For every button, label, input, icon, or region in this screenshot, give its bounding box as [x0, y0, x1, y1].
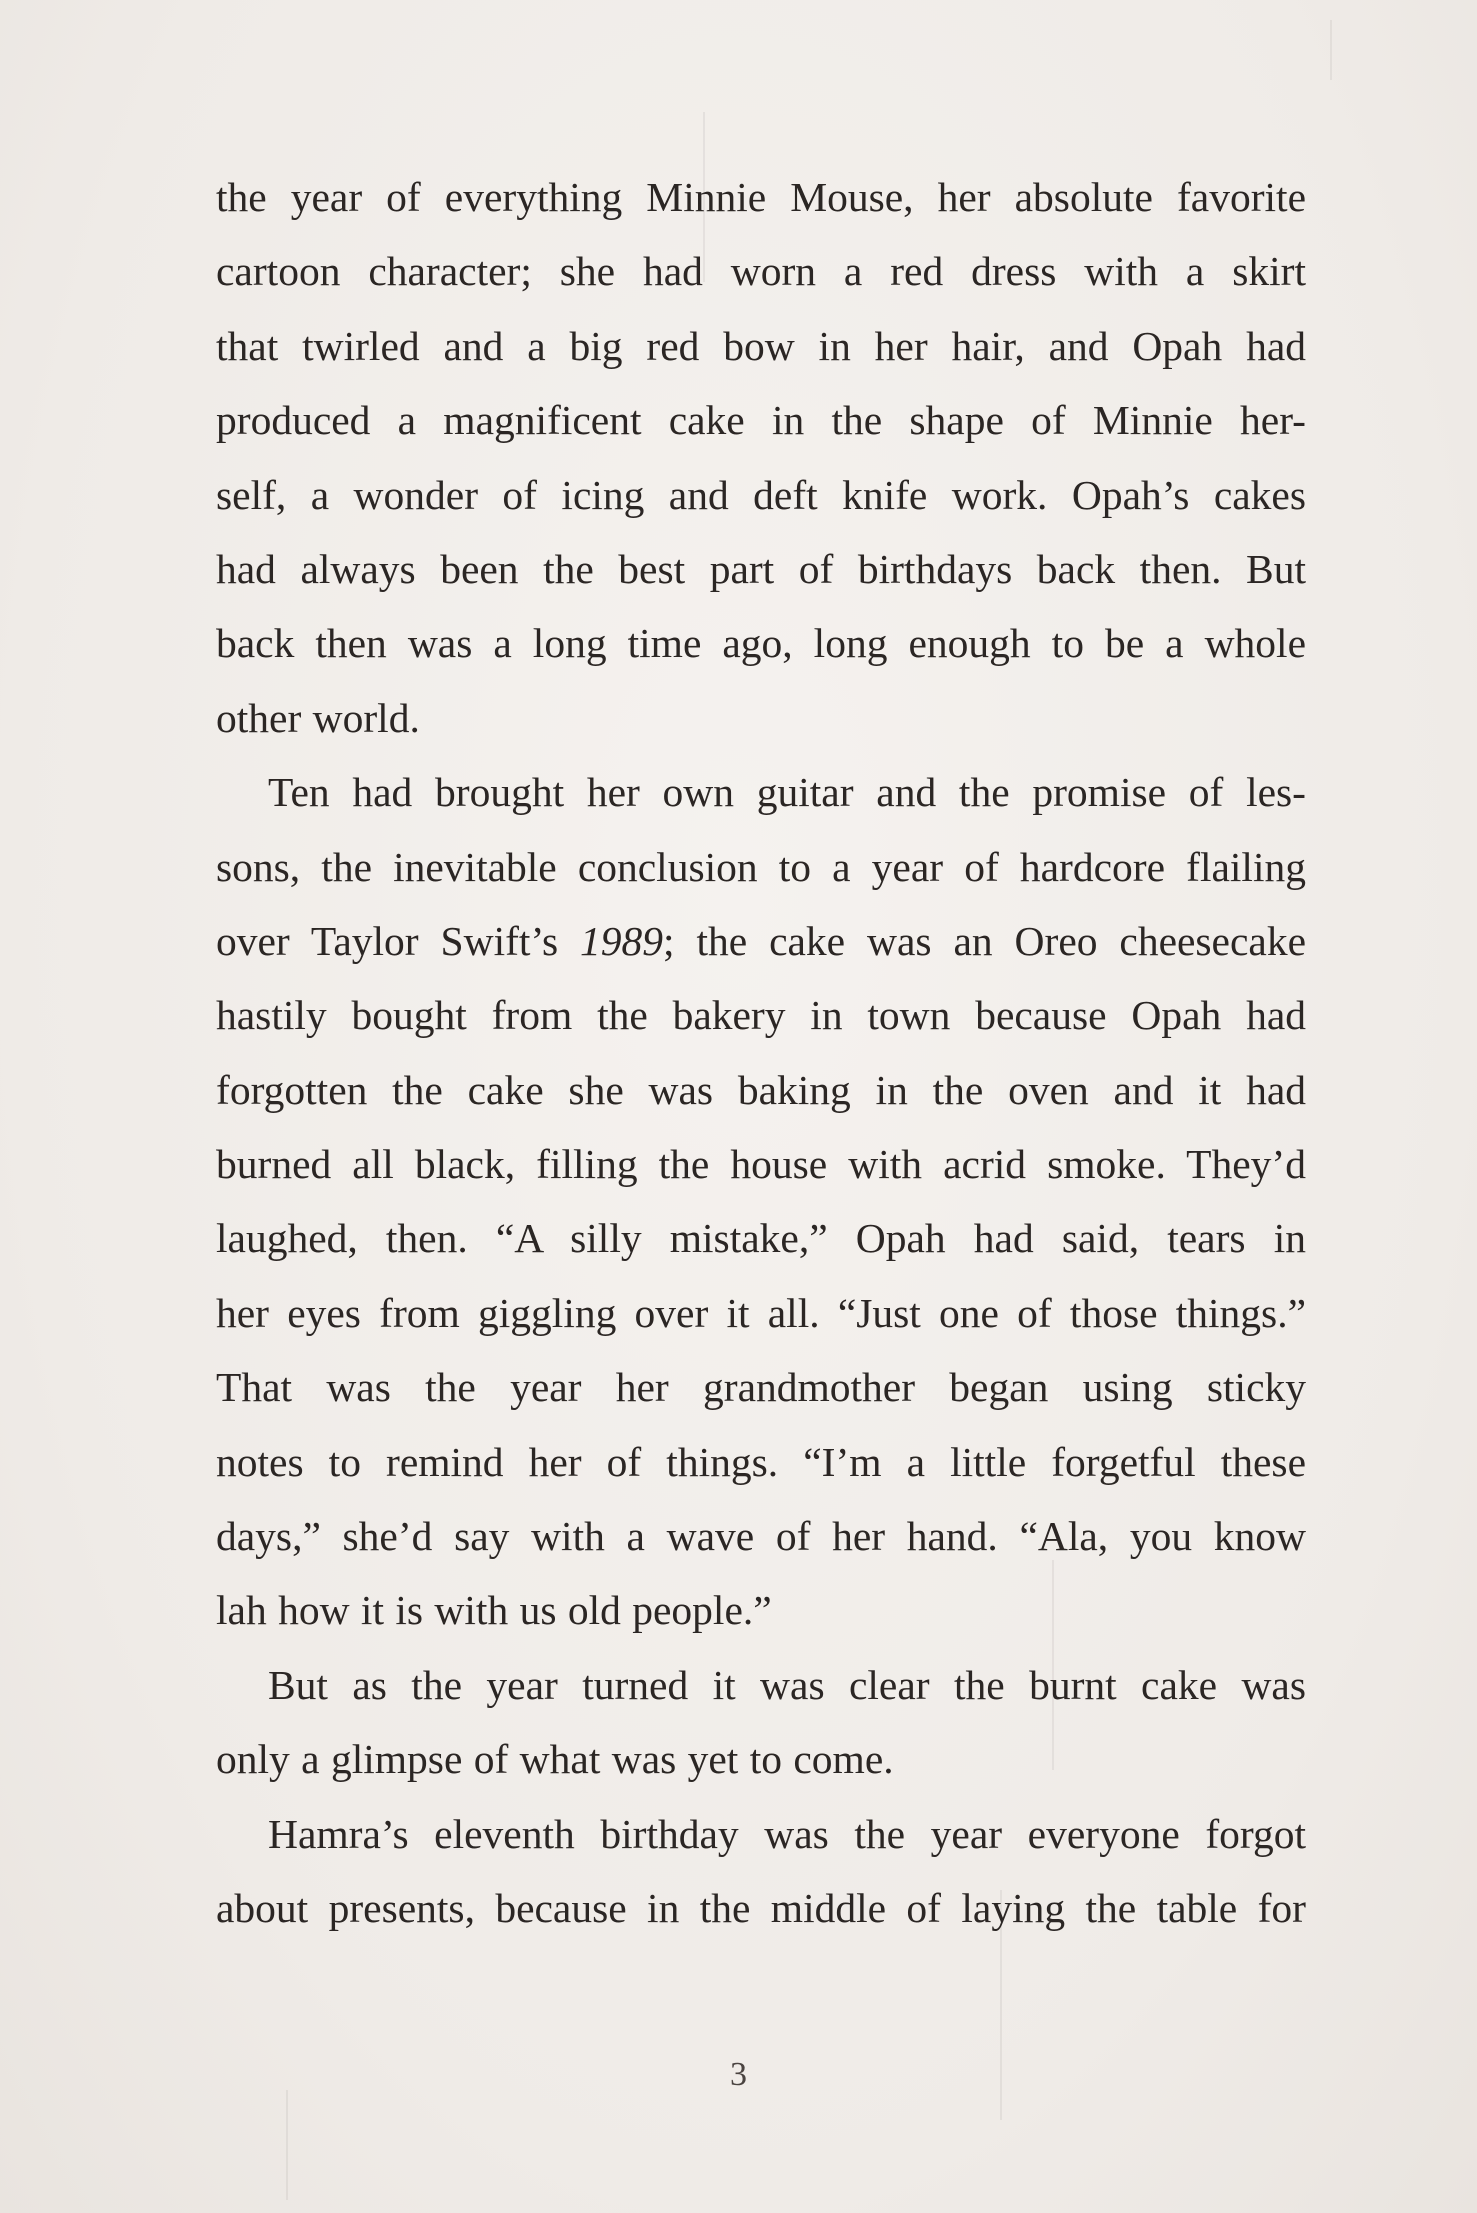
paragraph-2	[216, 755, 1306, 1648]
scan-mark	[1330, 20, 1332, 80]
text-line: produced a magnificent cake in the shape of Minnie her-	[216, 397, 1306, 444]
text-run: over Taylor Swift’s	[216, 917, 581, 964]
scan-mark	[286, 2090, 288, 2200]
text-line: lah how it is with us old people.”	[216, 1587, 772, 1634]
text-line: had always been the best part of birthdays back then. But	[216, 545, 1306, 592]
text-line: cartoon character; she had worn a red dress with a skirt	[216, 248, 1306, 295]
text-line: hastily bought from the bakery in town because Opah had	[216, 992, 1306, 1039]
text-line: about presents, because in the middle of laying the table for	[216, 1884, 1306, 1931]
body-text	[216, 160, 1306, 1945]
paragraph-1	[216, 160, 1306, 755]
text-line: days,” she’d say with a wave of her hand. “Ala, you know	[216, 1513, 1306, 1560]
text-line: laughed, then. “A silly mistake,” Opah had said, tears in	[216, 1215, 1306, 1262]
album-title-italic: 1989	[580, 917, 664, 964]
text-line: notes to remind her of things. “I’m a little forgetful these	[216, 1438, 1306, 1485]
text-line: back then was a long time ago, long enough to be a whole	[216, 620, 1306, 667]
text-line: the year of everything Minnie Mouse, her absolute favorite	[216, 174, 1306, 220]
text-line: other world.	[216, 694, 420, 741]
text-line: sons, the inevitable conclusion to a year of hardcore flailing	[216, 843, 1306, 890]
text-line: forgotten the cake she was baking in the oven and it had	[216, 1066, 1306, 1113]
text-line: That was the year her grandmother began using sticky	[216, 1364, 1306, 1411]
text-line: Ten had brought her own guitar and the promise of les-	[268, 769, 1306, 816]
text-line: only a glimpse of what was yet to come.	[216, 1736, 894, 1783]
text-run: ; the cake was an Oreo cheesecake	[663, 917, 1306, 964]
text-line: that twirled and a big red bow in her hair, and Opah had	[216, 322, 1306, 369]
text-line: But as the year turned it was clear the burnt cake was	[268, 1661, 1306, 1708]
text-line: self, a wonder of icing and deft knife work. Opah’s cakes	[216, 471, 1306, 518]
page-number: 3	[730, 2056, 747, 2093]
paragraph-4	[216, 1797, 1306, 1946]
text-line-with-italic	[216, 904, 1306, 978]
text-line: burned all black, filling the house with acrid smoke. They’d	[216, 1141, 1306, 1188]
text-line: Hamra’s eleventh birthday was the year everyone forgot	[268, 1810, 1306, 1857]
paragraph-3	[216, 1648, 1306, 1797]
text-line: her eyes from giggling over it all. “Just one of those things.”	[216, 1289, 1306, 1336]
